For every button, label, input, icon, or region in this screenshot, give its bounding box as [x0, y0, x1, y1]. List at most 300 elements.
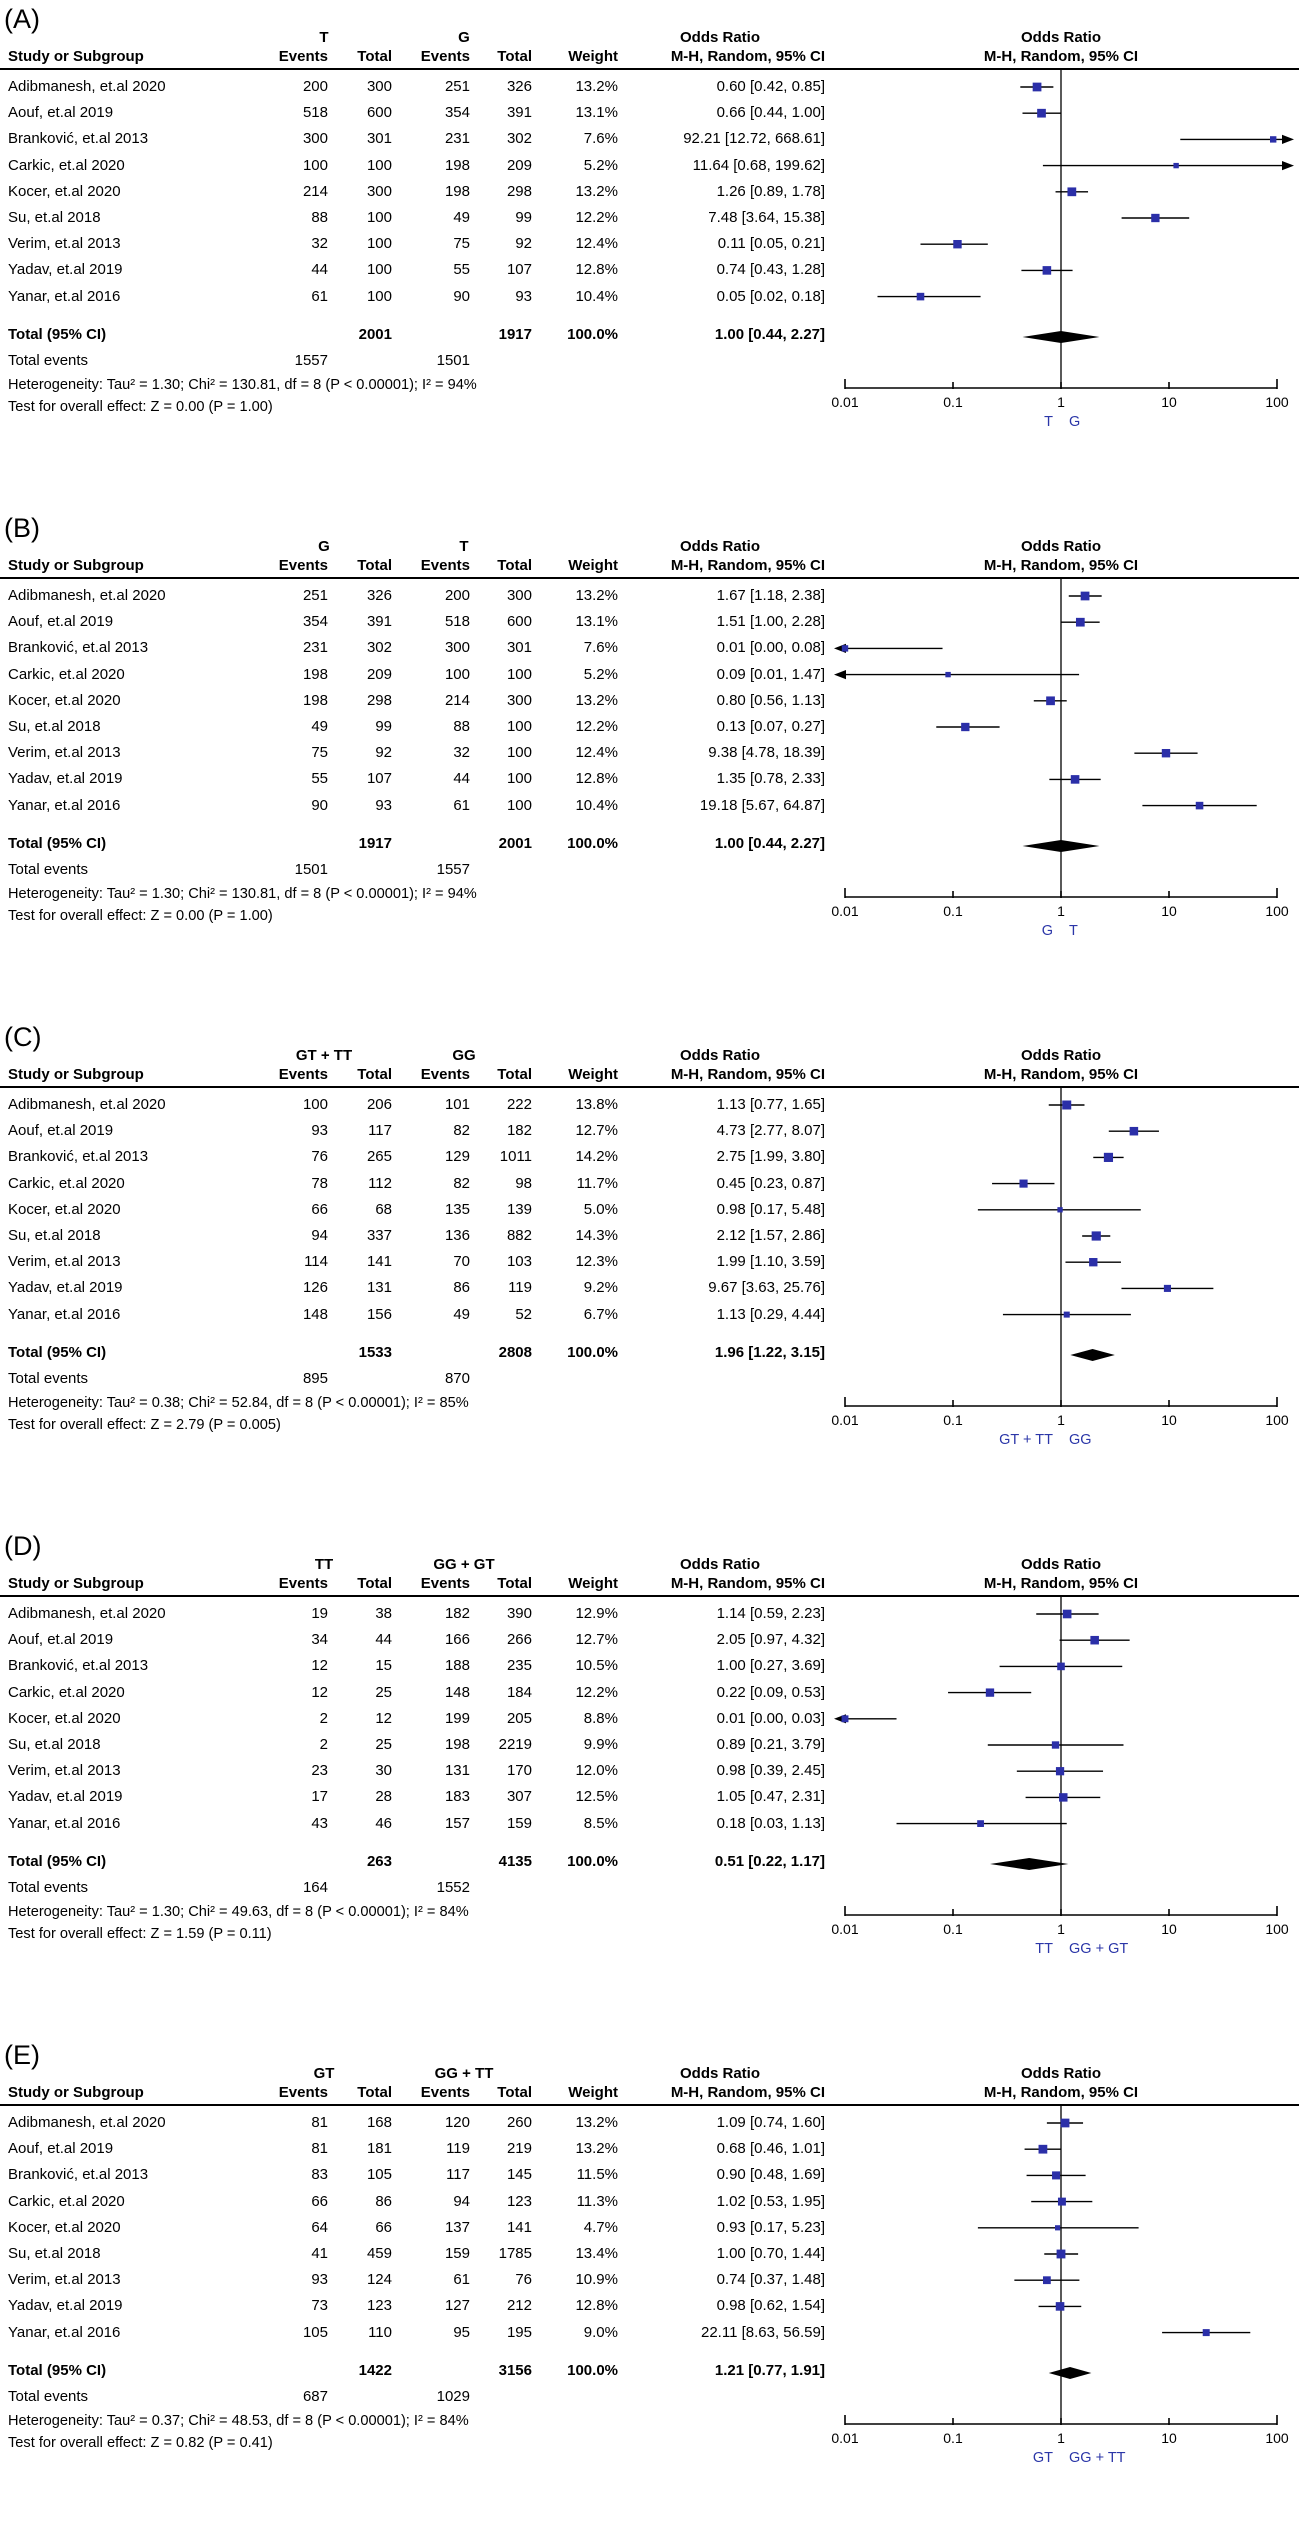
- study-name: Branković, et.al 2013: [8, 2166, 149, 2184]
- events2-value: 137: [444, 2218, 470, 2236]
- events1-value: 66: [311, 2192, 328, 2210]
- or-square-marker: [1037, 109, 1046, 118]
- group2-header: GG + TT: [434, 2065, 494, 2082]
- study-name: Kocer, et.al 2020: [8, 2218, 121, 2236]
- or-ci-text: 92.21 [12.72, 668.61]: [683, 130, 825, 148]
- events2-value: 88: [453, 718, 470, 735]
- or-square-marker: [945, 672, 950, 677]
- total-weight: 100.0%: [567, 326, 618, 343]
- total2-value: 107: [506, 261, 532, 279]
- events1-value: 198: [302, 691, 328, 709]
- total2-value: 100: [506, 796, 532, 814]
- axis-tick-label: 0.01: [831, 903, 859, 919]
- total1-value: 93: [375, 796, 392, 814]
- events1-value: 23: [311, 1762, 328, 1780]
- mh-ci-column-header: M-H, Random, 95% CI: [670, 1066, 825, 1083]
- axis-tick-label: 1: [1057, 1412, 1065, 1428]
- study-name: Kocer, et.al 2020: [8, 1709, 121, 1727]
- study-column-header: Study or Subgroup: [8, 1575, 144, 1592]
- total2-value: 195: [506, 2323, 532, 2341]
- panel-label: (B): [4, 513, 40, 543]
- events1-value: 64: [311, 2218, 328, 2236]
- events1-column-header: Events: [278, 48, 328, 65]
- header-separator-line: [0, 1086, 1299, 1088]
- study-name: Aouf, et.al 2019: [8, 1631, 114, 1649]
- study-name: Yanar, et.al 2016: [8, 287, 121, 305]
- events1-column-header: Events: [278, 1575, 328, 1592]
- group2-header: G: [458, 29, 470, 46]
- or-square-marker: [1057, 1663, 1065, 1671]
- or-square-marker: [1056, 1767, 1064, 1775]
- total2-value: 170: [506, 1762, 532, 1780]
- weight-value: 12.7%: [575, 1631, 618, 1649]
- events1-value: 93: [311, 1122, 328, 1140]
- odds-ratio-column-header: Odds Ratio: [679, 2065, 760, 2082]
- axis-tick-label: 100: [1265, 1921, 1289, 1937]
- weight-value: 12.2%: [575, 1683, 618, 1701]
- events2-value: 61: [453, 2271, 470, 2289]
- total1-value: 105: [366, 2166, 392, 2184]
- total2-value: 882: [506, 1227, 532, 1244]
- events2-value: 117: [446, 2166, 470, 2184]
- events2-value: 49: [453, 209, 470, 226]
- total-label: Total (95% CI): [8, 326, 107, 343]
- axis-tick-label: 10: [1161, 2430, 1177, 2446]
- axis-tick-label: 1: [1057, 2430, 1065, 2446]
- events1-value: 114: [304, 1253, 328, 1271]
- ci-arrow-left: [834, 1714, 846, 1723]
- study-column-header: Study or Subgroup: [8, 557, 144, 574]
- or-ci-text: 1.99 [1.10, 3.59]: [716, 1253, 825, 1271]
- or-square-marker: [1071, 775, 1080, 784]
- axis-tick-label: 1: [1057, 394, 1065, 410]
- events2-value: 136: [444, 1227, 470, 1244]
- or-ci-text: 0.18 [0.03, 1.13]: [716, 1814, 825, 1832]
- weight-value: 11.7%: [576, 1174, 618, 1192]
- events1-value: 76: [311, 1148, 328, 1166]
- or-square-marker: [1130, 1127, 1139, 1136]
- total-events-1: 687: [302, 2388, 328, 2405]
- or-ci-text: 2.12 [1.57, 2.86]: [716, 1227, 825, 1244]
- axis-tick-label: 10: [1161, 903, 1177, 919]
- total1-value: 117: [368, 1122, 392, 1140]
- weight-value: 14.3%: [575, 1227, 618, 1244]
- axis-tick-label: 0.1: [943, 903, 963, 919]
- total-n2: 1917: [498, 326, 532, 343]
- events1-value: 148: [302, 1305, 328, 1323]
- group1-header: GT: [313, 2065, 335, 2082]
- total-n1: 263: [366, 1853, 392, 1870]
- total1-value: 209: [366, 665, 392, 683]
- or-square-marker: [1061, 2119, 1070, 2128]
- events1-value: 2: [319, 1736, 328, 1753]
- total-events-2: 1552: [436, 1879, 470, 1896]
- events2-value: 157: [444, 1814, 470, 1832]
- total2-value: 52: [515, 1305, 532, 1323]
- events2-value: 75: [453, 235, 470, 253]
- events1-value: 55: [311, 770, 328, 788]
- events2-value: 55: [453, 261, 470, 279]
- or-square-marker: [1039, 2145, 1048, 2154]
- or-ci-text: 0.98 [0.62, 1.54]: [716, 2297, 825, 2315]
- weight-value: 8.5%: [583, 1814, 618, 1832]
- total2-value: 326: [506, 78, 532, 95]
- weight-value: 13.4%: [575, 2245, 618, 2262]
- plot-mh-ci-header: M-H, Random, 95% CI: [983, 48, 1139, 65]
- or-ci-text: 0.05 [0.02, 0.18]: [716, 287, 825, 305]
- total1-value: 46: [375, 1814, 392, 1832]
- odds-ratio-column-header: Odds Ratio: [679, 1556, 760, 1573]
- or-square-marker: [1089, 1258, 1097, 1266]
- total2-value: 123: [506, 2192, 532, 2210]
- mh-ci-column-header: M-H, Random, 95% CI: [670, 557, 825, 574]
- events2-column-header: Events: [420, 1066, 470, 1083]
- total-n2: 4135: [498, 1853, 532, 1870]
- or-ci-text: 19.18 [5.67, 64.87]: [699, 796, 825, 814]
- study-name: Carkic, et.al 2020: [8, 1174, 125, 1192]
- weight-value: 12.4%: [575, 235, 618, 253]
- weight-value: 11.3%: [576, 2192, 618, 2210]
- weight-value: 6.7%: [583, 1305, 618, 1323]
- or-ci-text: 0.98 [0.17, 5.48]: [716, 1200, 825, 1218]
- ci-arrow-left: [834, 670, 846, 679]
- events1-value: 49: [311, 718, 328, 735]
- total2-value: 212: [506, 2297, 532, 2315]
- or-square-marker: [953, 240, 961, 248]
- events2-column-header: Events: [420, 2084, 470, 2101]
- odds-ratio-column-header: Odds Ratio: [679, 1047, 760, 1064]
- events2-column-header: Events: [420, 48, 470, 65]
- axis-footer-right: GG: [1069, 1432, 1092, 1448]
- panel-label: (C): [4, 1022, 42, 1052]
- or-square-marker: [1055, 2225, 1060, 2230]
- overall-effect-text: Test for overall effect: Z = 0.00 (P = 1.00): [8, 908, 273, 924]
- or-ci-text: 1.26 [0.89, 1.78]: [716, 182, 825, 200]
- plot-mh-ci-header: M-H, Random, 95% CI: [983, 2084, 1139, 2101]
- total2-value: 2219: [498, 1736, 532, 1753]
- or-square-marker: [1092, 1231, 1101, 1240]
- total2-value: 119: [508, 1279, 532, 1297]
- axis-footer-left: G: [1041, 923, 1053, 939]
- axis-footer-left: GT: [1032, 2450, 1053, 2466]
- total-weight: 100.0%: [567, 1853, 618, 1870]
- or-ci-text: 0.98 [0.39, 2.45]: [716, 1762, 825, 1780]
- or-ci-text: 1.35 [0.78, 2.33]: [716, 770, 825, 788]
- weight-column-header: Weight: [568, 1575, 618, 1592]
- or-square-marker: [1076, 618, 1085, 627]
- forest-panel-b: [0, 509, 1299, 1018]
- events1-value: 81: [311, 2140, 328, 2158]
- or-square-marker: [917, 293, 925, 301]
- total-or-ci-text: 1.00 [0.44, 2.27]: [714, 835, 825, 852]
- total-events-label: Total events: [8, 1370, 89, 1387]
- study-name: Yadav, et.al 2019: [8, 770, 123, 788]
- events1-value: 251: [302, 587, 328, 604]
- study-name: Verim, et.al 2013: [8, 744, 121, 762]
- study-name: Su, et.al 2018: [8, 1227, 101, 1244]
- events2-value: 44: [453, 770, 470, 788]
- weight-value: 13.2%: [575, 2140, 618, 2158]
- total2-value: 103: [506, 1253, 532, 1271]
- weight-value: 5.0%: [583, 1200, 618, 1218]
- total1-column-header: Total: [357, 2084, 392, 2101]
- panel-label: (A): [4, 4, 40, 34]
- weight-value: 12.8%: [575, 261, 618, 279]
- group2-header: GG: [452, 1047, 476, 1064]
- study-name: Yanar, et.al 2016: [8, 796, 121, 814]
- or-ci-text: 9.38 [4.78, 18.39]: [708, 744, 825, 762]
- or-ci-text: 0.01 [0.00, 0.08]: [716, 639, 825, 657]
- total-n1: 2001: [358, 326, 392, 343]
- or-square-marker: [1081, 592, 1090, 601]
- or-ci-text: 0.74 [0.37, 1.48]: [716, 2271, 825, 2289]
- events2-value: 300: [444, 639, 470, 657]
- header-separator-line: [0, 577, 1299, 579]
- total2-value: 300: [506, 691, 532, 709]
- or-ci-text: 0.60 [0.42, 0.85]: [716, 78, 825, 95]
- axis-footer-left: T: [1044, 414, 1053, 430]
- total-n2: 2808: [498, 1344, 532, 1361]
- events2-value: 90: [453, 287, 470, 305]
- study-name: Su, et.al 2018: [8, 209, 101, 226]
- events2-value: 86: [453, 1279, 470, 1297]
- events2-value: 166: [444, 1631, 470, 1649]
- total-label: Total (95% CI): [8, 2362, 107, 2379]
- events1-value: 12: [311, 1683, 328, 1701]
- total2-value: 76: [515, 2271, 532, 2289]
- axis-tick-label: 100: [1265, 1412, 1289, 1428]
- events2-value: 61: [453, 796, 470, 814]
- or-square-marker: [961, 723, 969, 731]
- events2-value: 131: [444, 1762, 470, 1780]
- total2-value: 219: [506, 2140, 532, 2158]
- events2-value: 49: [453, 1305, 470, 1323]
- total2-value: 99: [515, 209, 532, 226]
- total1-value: 141: [366, 1253, 392, 1271]
- total1-value: 112: [368, 1174, 392, 1192]
- events2-value: 82: [453, 1122, 470, 1140]
- total-label: Total (95% CI): [8, 1853, 107, 1870]
- weight-value: 12.2%: [575, 718, 618, 735]
- weight-value: 9.0%: [583, 2323, 618, 2341]
- total2-value: 298: [506, 182, 532, 200]
- events2-value: 94: [453, 2192, 470, 2210]
- total1-value: 30: [375, 1762, 392, 1780]
- mh-ci-column-header: M-H, Random, 95% CI: [670, 1575, 825, 1592]
- study-name: Carkic, et.al 2020: [8, 665, 125, 683]
- or-ci-text: 7.48 [3.64, 15.38]: [708, 209, 825, 226]
- total2-value: 100: [506, 744, 532, 762]
- total1-value: 15: [375, 1657, 392, 1675]
- weight-value: 13.2%: [575, 182, 618, 200]
- axis-footer-right: G: [1069, 414, 1081, 430]
- study-name: Verim, et.al 2013: [8, 2271, 121, 2289]
- events2-value: 231: [444, 130, 470, 148]
- overall-effect-text: Test for overall effect: Z = 2.79 (P = 0.005): [8, 1417, 281, 1433]
- total1-value: 206: [366, 1096, 392, 1113]
- heterogeneity-text: Heterogeneity: Tau² = 0.37; Chi² = 48.53, df = 8 (P < 0.00001); I² = 84%: [8, 2413, 469, 2429]
- events2-value: 198: [444, 182, 470, 200]
- weight-value: 7.6%: [583, 130, 618, 148]
- total-or-ci-text: 1.21 [0.77, 1.91]: [714, 2362, 825, 2379]
- total1-value: 301: [366, 130, 392, 148]
- study-name: Kocer, et.al 2020: [8, 182, 121, 200]
- events1-value: 88: [311, 209, 328, 226]
- total2-column-header: Total: [497, 2084, 532, 2101]
- weight-value: 13.8%: [575, 1096, 618, 1113]
- total2-value: 159: [506, 1814, 532, 1832]
- study-name: Adibmanesh, et.al 2020: [8, 587, 166, 604]
- or-square-marker: [1203, 2329, 1210, 2336]
- plot-odds-ratio-header: Odds Ratio: [1020, 1047, 1101, 1064]
- events1-value: 354: [302, 613, 328, 631]
- total1-value: 12: [375, 1709, 392, 1727]
- group1-header: TT: [314, 1556, 334, 1573]
- events2-value: 198: [444, 1736, 470, 1753]
- events1-value: 32: [311, 235, 328, 253]
- total1-value: 25: [375, 1736, 392, 1753]
- weight-value: 12.7%: [575, 1122, 618, 1140]
- total1-value: 181: [366, 2140, 392, 2158]
- or-ci-text: 2.75 [1.99, 3.80]: [716, 1148, 825, 1166]
- or-ci-text: 1.13 [0.29, 4.44]: [716, 1305, 825, 1323]
- overall-effect-text: Test for overall effect: Z = 1.59 (P = 0.11): [8, 1926, 272, 1942]
- or-ci-text: 0.93 [0.17, 5.23]: [716, 2218, 825, 2236]
- events1-value: 100: [302, 156, 328, 174]
- events1-column-header: Events: [278, 1066, 328, 1083]
- study-name: Aouf, et.al 2019: [8, 2140, 114, 2158]
- axis-tick-label: 0.01: [831, 2430, 859, 2446]
- total2-value: 1011: [499, 1148, 532, 1166]
- events2-value: 200: [444, 587, 470, 604]
- or-square-marker: [1064, 1312, 1070, 1318]
- forest-panel-c: [0, 1018, 1299, 1527]
- or-ci-text: 0.01 [0.00, 0.03]: [716, 1709, 825, 1727]
- or-square-marker: [1043, 2276, 1051, 2284]
- total1-value: 391: [366, 613, 392, 631]
- or-ci-text: 0.13 [0.07, 0.27]: [716, 718, 825, 735]
- weight-value: 10.9%: [575, 2271, 618, 2289]
- events2-value: 159: [444, 2245, 470, 2262]
- total2-value: 100: [506, 665, 532, 683]
- or-square-marker: [842, 1715, 849, 1722]
- study-name: Yadav, et.al 2019: [8, 261, 123, 279]
- total2-value: 145: [506, 2166, 532, 2184]
- total2-value: 235: [506, 1657, 532, 1675]
- or-square-marker: [1046, 696, 1055, 705]
- total2-value: 100: [506, 770, 532, 788]
- weight-value: 13.2%: [575, 78, 618, 95]
- or-ci-text: 22.11 [8.63, 56.59]: [701, 2323, 825, 2341]
- total1-value: 107: [366, 770, 392, 788]
- study-name: Yanar, et.al 2016: [8, 1305, 121, 1323]
- summary-diamond: [1070, 1349, 1114, 1361]
- total2-value: 266: [506, 1631, 532, 1649]
- weight-value: 10.4%: [575, 796, 618, 814]
- total1-value: 66: [375, 2218, 392, 2236]
- header-separator-line: [0, 1595, 1299, 1597]
- weight-value: 12.3%: [575, 1253, 618, 1271]
- events1-column-header: Events: [278, 557, 328, 574]
- total1-value: 100: [366, 235, 392, 253]
- events1-value: 94: [311, 1227, 328, 1244]
- total-n1: 1533: [358, 1344, 392, 1361]
- total2-value: 98: [515, 1174, 532, 1192]
- axis-footer-right: GG + TT: [1069, 2450, 1126, 2466]
- total2-value: 390: [506, 1605, 532, 1622]
- weight-value: 9.9%: [583, 1736, 618, 1753]
- axis-tick-label: 100: [1265, 903, 1289, 919]
- weight-value: 13.1%: [575, 613, 618, 631]
- heterogeneity-text: Heterogeneity: Tau² = 1.30; Chi² = 49.63, df = 8 (P < 0.00001); I² = 84%: [8, 1904, 469, 1920]
- or-square-marker: [1270, 136, 1276, 142]
- total2-column-header: Total: [497, 48, 532, 65]
- events1-value: 83: [311, 2166, 328, 2184]
- total1-value: 600: [366, 104, 392, 122]
- total-events-1: 895: [302, 1370, 328, 1387]
- or-square-marker: [842, 645, 848, 651]
- weight-value: 4.7%: [583, 2218, 618, 2236]
- group1-header: G: [318, 538, 330, 555]
- study-column-header: Study or Subgroup: [8, 48, 144, 65]
- weight-value: 5.2%: [583, 665, 618, 683]
- study-name: Kocer, et.al 2020: [8, 1200, 121, 1218]
- total-weight: 100.0%: [567, 1344, 618, 1361]
- plot-odds-ratio-header: Odds Ratio: [1020, 29, 1101, 46]
- events1-value: 93: [311, 2271, 328, 2289]
- or-ci-text: 9.67 [3.63, 25.76]: [708, 1279, 825, 1297]
- weight-column-header: Weight: [568, 557, 618, 574]
- or-ci-text: 0.22 [0.09, 0.53]: [716, 1683, 825, 1701]
- axis-footer-left: TT: [1035, 1941, 1053, 1957]
- axis-tick-label: 0.1: [943, 2430, 963, 2446]
- total2-value: 184: [506, 1683, 532, 1701]
- total1-value: 38: [375, 1605, 392, 1622]
- total-events-2: 1501: [436, 352, 470, 369]
- study-name: Yadav, et.al 2019: [8, 2297, 123, 2315]
- events1-value: 200: [302, 78, 328, 95]
- total1-value: 124: [366, 2271, 392, 2289]
- events2-value: 198: [444, 156, 470, 174]
- events2-value: 101: [444, 1096, 470, 1113]
- study-name: Yanar, et.al 2016: [8, 2323, 121, 2341]
- events1-value: 300: [302, 130, 328, 148]
- study-name: Branković, et.al 2013: [8, 639, 149, 657]
- events2-value: 251: [444, 78, 470, 95]
- total2-value: 301: [506, 639, 532, 657]
- ci-arrow-right: [1282, 161, 1294, 170]
- weight-value: 13.1%: [575, 104, 618, 122]
- axis-tick-label: 0.01: [831, 1412, 859, 1428]
- total1-value: 110: [368, 2323, 392, 2341]
- events2-value: 183: [444, 1788, 470, 1806]
- events2-value: 214: [444, 691, 470, 709]
- weight-column-header: Weight: [568, 48, 618, 65]
- study-name: Aouf, et.al 2019: [8, 613, 114, 631]
- or-ci-text: 1.67 [1.18, 2.38]: [716, 587, 825, 604]
- total1-value: 459: [366, 2245, 392, 2262]
- plot-odds-ratio-header: Odds Ratio: [1020, 2065, 1101, 2082]
- events1-value: 41: [311, 2245, 328, 2262]
- mh-ci-column-header: M-H, Random, 95% CI: [670, 2084, 825, 2101]
- group1-header: GT + TT: [295, 1047, 353, 1064]
- total1-value: 302: [366, 639, 392, 657]
- study-name: Carkic, et.al 2020: [8, 1683, 125, 1701]
- weight-value: 13.2%: [575, 2114, 618, 2131]
- total-weight: 100.0%: [567, 2362, 618, 2379]
- weight-value: 5.2%: [583, 156, 618, 174]
- study-name: Aouf, et.al 2019: [8, 104, 114, 122]
